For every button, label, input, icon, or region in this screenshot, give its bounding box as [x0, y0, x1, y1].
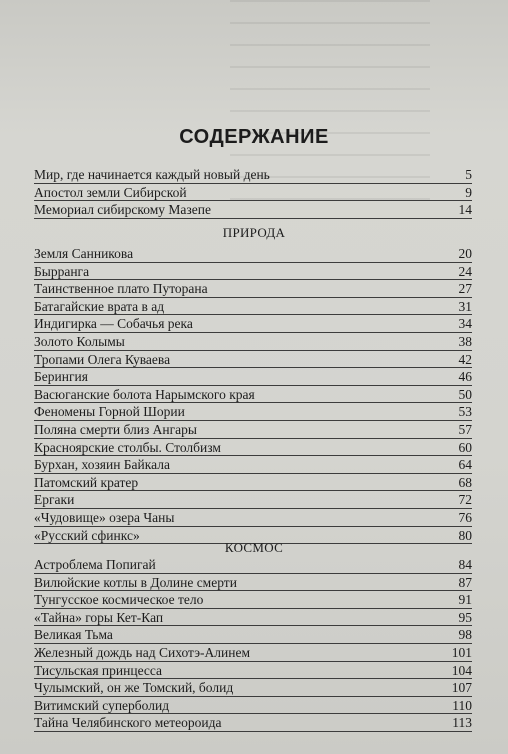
- toc-entry-title: Мир, где начинается каждый новый день: [34, 167, 270, 182]
- toc-entry-title: Вилюйские котлы в Долине смерти: [34, 574, 237, 590]
- toc-entry: [34, 474, 472, 492]
- toc-entry: [34, 609, 472, 627]
- toc-entry-page-number: 57: [458, 421, 472, 437]
- toc-entry-title: Железный дождь над Сихотэ-Алинем: [34, 644, 251, 660]
- toc-entry: [34, 403, 472, 421]
- toc-entry-title: Патомский кратер: [34, 474, 139, 490]
- toc-entry-page-number: 38: [458, 333, 472, 349]
- toc-entry: [34, 591, 472, 609]
- toc-entry-title: «Русский сфинкс»: [34, 527, 140, 543]
- toc-entry-title: Чулымский, он же Томский, болид: [34, 680, 234, 696]
- toc-entry: [34, 491, 472, 509]
- toc-entry-title: Ергаки: [34, 492, 75, 508]
- toc-entry: [34, 298, 472, 316]
- toc-entry: [34, 333, 472, 351]
- section-heading-priroda: ПРИРОДА: [222, 225, 286, 240]
- toc-intro-list: [34, 166, 472, 219]
- toc-entry-title: Великая Тьма: [34, 627, 113, 643]
- toc-entry-page-number: 53: [458, 404, 472, 420]
- toc-entry-title: Апостол земли Сибирской: [34, 184, 187, 200]
- toc-entry-title: Золото Колымы: [34, 333, 125, 349]
- toc-entry: [34, 626, 472, 644]
- toc-entry-title: Поляна смерти близ Ангары: [34, 421, 197, 437]
- toc-entry-title: «Тайна» горы Кет-Кап: [34, 609, 164, 625]
- toc-entry-page-number: 72: [458, 492, 472, 508]
- toc-entry-page-number: 24: [458, 263, 472, 279]
- section-heading-kosmos: КОСМОС: [224, 540, 284, 555]
- toc-entry-page-number: 98: [458, 627, 472, 643]
- toc-section-kosmos: [34, 556, 472, 732]
- toc-entry-title: Батагайские врата в ад: [34, 298, 165, 314]
- toc-entry-title: Бурхан, хозяин Байкала: [34, 457, 170, 473]
- toc-entry: [34, 280, 472, 298]
- toc-entry-title: Феномены Горной Шории: [34, 404, 185, 420]
- toc-entry-title: Астроблема Попигай: [34, 557, 156, 572]
- toc-entry: [34, 245, 472, 263]
- toc-entry: [34, 714, 472, 732]
- toc-entry: [34, 263, 472, 281]
- toc-entry-page-number: 110: [452, 697, 472, 713]
- toc-entry-title: Тисульская принцесса: [34, 662, 163, 678]
- toc-entry: [34, 439, 472, 457]
- toc-entry-title: Тунгусское космическое тело: [34, 592, 204, 608]
- toc-entry-page-number: 50: [458, 386, 472, 402]
- toc-entry-page-number: 42: [458, 351, 472, 367]
- toc-entry-page-number: 5: [465, 167, 472, 182]
- page-title: СОДЕРЖАНИЕ: [179, 126, 329, 148]
- toc-entry-page-number: 84: [458, 557, 472, 572]
- toc-entry-title: «Чудовище» озера Чаны: [34, 509, 175, 525]
- toc-entry: [34, 166, 472, 184]
- toc-entry-title: Земля Санникова: [34, 246, 134, 261]
- toc-entry: [34, 574, 472, 592]
- toc-entry-title: Васюганские болота Нарымского края: [34, 386, 255, 402]
- toc-entry-title: Берингия: [34, 369, 88, 385]
- toc-entry-page-number: 31: [458, 298, 472, 314]
- toc-entry-title: Таинственное плато Путорана: [34, 281, 208, 297]
- toc-entry: [34, 456, 472, 474]
- toc-entry-title: Витимский суперболид: [34, 697, 170, 713]
- toc-entry-page-number: 20: [458, 246, 472, 261]
- toc-entry-page-number: 60: [458, 439, 472, 455]
- toc-entry: [34, 421, 472, 439]
- toc-entry: [34, 662, 472, 680]
- toc-entry-title: Тропами Олега Куваева: [34, 351, 171, 367]
- toc-entry: [34, 697, 472, 715]
- toc-entry-page-number: 9: [465, 184, 472, 200]
- toc-entry-page-number: 101: [451, 644, 472, 660]
- toc-entry: [34, 556, 472, 574]
- toc-entry-page-number: 68: [458, 474, 472, 490]
- toc-entry: [34, 351, 472, 369]
- toc-entry-page-number: 95: [458, 609, 472, 625]
- toc-entry-page-number: 104: [451, 662, 472, 678]
- toc-entry-page-number: 46: [458, 369, 472, 385]
- toc-entry-page-number: 27: [458, 281, 472, 297]
- toc-entry-page-number: 76: [458, 509, 472, 525]
- toc-section-priroda: [34, 245, 472, 544]
- toc-entry-title: Тайна Челябинского метеороида: [34, 715, 222, 731]
- toc-entry: [34, 679, 472, 697]
- toc-entry: [34, 644, 472, 662]
- toc-entry-page-number: 91: [458, 592, 472, 608]
- toc-entry-page-number: 34: [458, 316, 472, 332]
- toc-entry-title: Индигирка — Собачья река: [34, 316, 193, 332]
- toc-entry-page-number: 107: [451, 680, 472, 696]
- toc-entry-page-number: 64: [458, 457, 472, 473]
- toc-entry: [34, 184, 472, 202]
- toc-entry-page-number: 113: [452, 715, 472, 731]
- toc-entry: [34, 201, 472, 219]
- toc-entry-page-number: 80: [458, 527, 472, 543]
- toc-entry: [34, 368, 472, 386]
- toc-entry-title: Мемориал сибирскому Мазепе: [34, 202, 211, 218]
- toc-entry: [34, 315, 472, 333]
- toc-entry-page-number: 14: [458, 202, 472, 218]
- toc-entry-title: Бырранга: [34, 263, 90, 279]
- toc-entry-page-number: 87: [458, 574, 472, 590]
- toc-entry: [34, 509, 472, 527]
- toc-entry-title: Красноярские столбы. Столбизм: [34, 439, 221, 455]
- toc-entry: [34, 386, 472, 404]
